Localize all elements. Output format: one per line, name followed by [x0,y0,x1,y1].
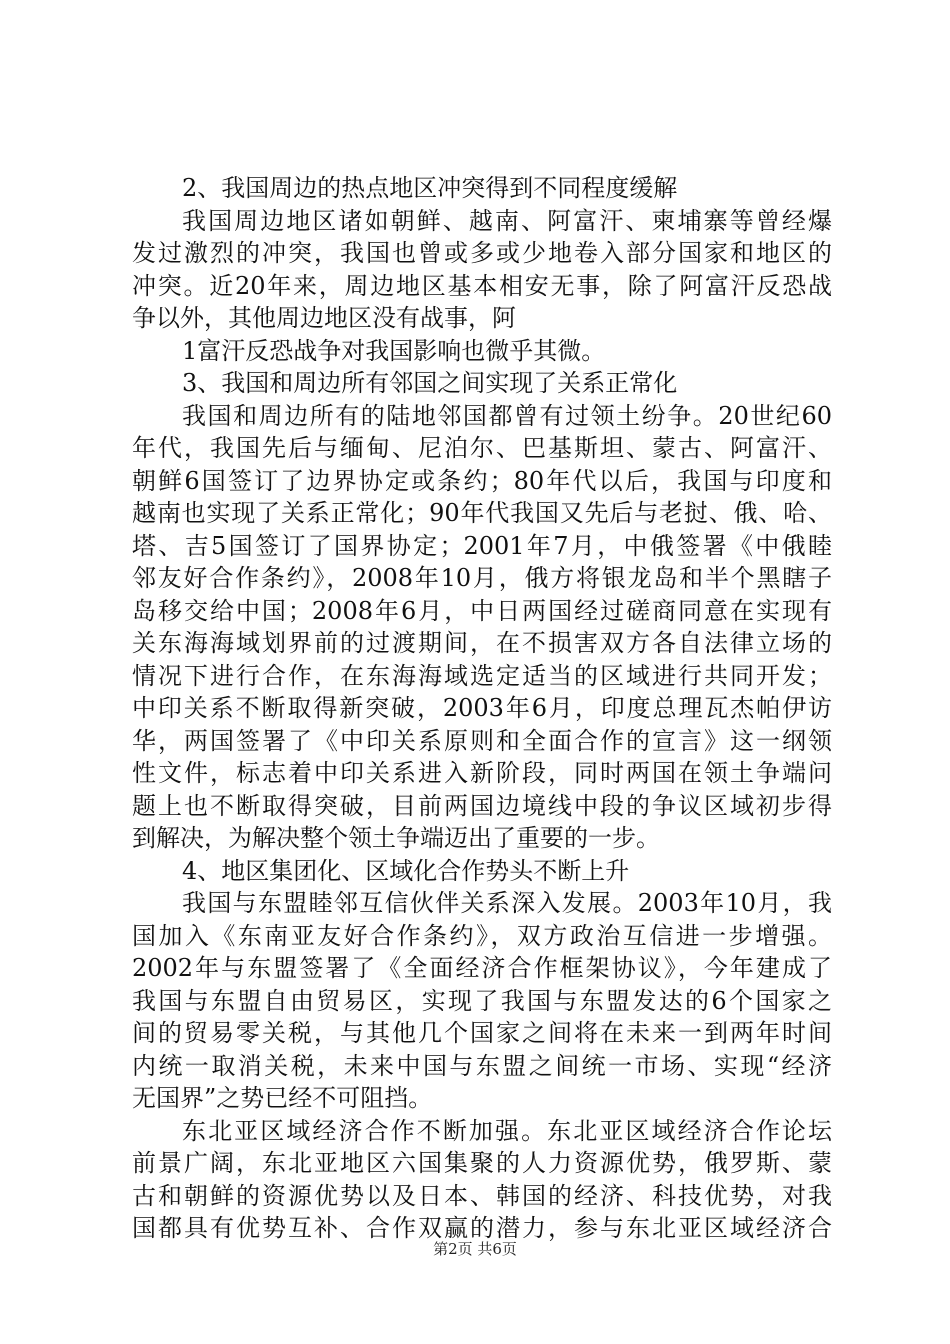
text-line: 国加入《东南亚友好合作条约》，双方政治互信进一步增强。 [132,921,832,950]
text-line: 冲突。近20年来，周边地区基本相安无事，除了阿富汗反恐战 [132,271,832,300]
text-line: 情况下进行合作，在东海海域选定适当的区域进行共同开发； [132,661,832,690]
text-line: 到解决，为解决整个领土争端迈出了重要的一步。 [132,824,660,852]
text-line: 内统一取消关税，未来中国与东盟之间统一市场、实现“经济 [132,1051,832,1080]
text-line: 无国界”之势已经不可阻挡。 [132,1084,433,1112]
text-line: 我国与东盟自由贸易区，实现了我国与东盟发达的6个国家之 [132,986,832,1015]
text-line: 2002年与东盟签署了《全面经济合作框架协议》，今年建成了 [132,954,832,982]
text-line: 华，两国签署了《中印关系原则和全面合作的宣言》这一纲领 [132,726,832,755]
text-line: 古和朝鲜的资源优势以及日本、韩国的经济、科技优势，对我 [132,1181,832,1210]
text-line: 我国与东盟睦邻互信伙伴关系深入发展。2003年10月，我 [182,889,832,917]
page-number-footer: 第2页 共6页 [433,1240,517,1258]
text-line: 争以外，其他周边地区没有战事，阿 [132,304,516,332]
document-body [132,172,832,1245]
text-line: 邻友好合作条约》，2008年10月，俄方将银龙岛和半个黑瞎子 [132,564,832,592]
text-line: 塔、吉5国签订了国界协定；2001年7月，中俄签署《中俄睦 [132,531,832,560]
text-line: 3、我国和周边所有邻国之间实现了关系正常化 [182,369,678,397]
text-line: 前景广阔，东北亚地区六国集聚的人力资源优势，俄罗斯、蒙 [132,1149,832,1177]
text-line: 我国和周边所有的陆地邻国都曾有过领土纷争。20世纪60 [182,401,832,430]
text-line: 关东海海域划界前的过渡期间，在不损害双方各自法律立场的 [132,629,832,657]
text-line: 发过激烈的冲突，我国也曾或多或少地卷入部分国家和地区的 [132,239,832,267]
text-line: 性文件，标志着中印关系进入新阶段，同时两国在领土争端问 [132,759,832,787]
text-line: 东北亚区域经济合作不断加强。东北亚区域经济合作论坛 [182,1116,832,1145]
text-line: 间的贸易零关税，与其他几个国家之间将在未来一到两年时间 [132,1019,832,1047]
text-line: 岛移交给中国；2008年6月，中日两国经过磋商同意在实现有 [132,596,832,625]
text-line: 2、我国周边的热点地区冲突得到不同程度缓解 [182,174,678,202]
text-line: 年代，我国先后与缅甸、尼泊尔、巴基斯坦、蒙古、阿富汗、 [132,434,832,462]
text-line: 题上也不断取得突破，目前两国边境线中段的争议区域初步得 [132,791,832,820]
text-line: 越南也实现了关系正常化；90年代我国又先后与老挝、俄、哈、 [132,499,832,527]
text-line: 朝鲜6国签订了边界协定或条约；80年代以后，我国与印度和 [132,466,832,495]
text-line: 国都具有优势互补、合作双赢的潜力，参与东北亚区域经济合 [132,1214,832,1242]
text-line: 1富汗反恐战争对我国影响也微乎其微。 [182,336,606,365]
text-line: 中印关系不断取得新突破，2003年6月，印度总理瓦杰帕伊访 [132,694,832,722]
text-line: 4、地区集团化、区域化合作势头不断上升 [182,856,630,885]
text-line: 我国周边地区诸如朝鲜、越南、阿富汗、柬埔寨等曾经爆 [182,206,832,235]
